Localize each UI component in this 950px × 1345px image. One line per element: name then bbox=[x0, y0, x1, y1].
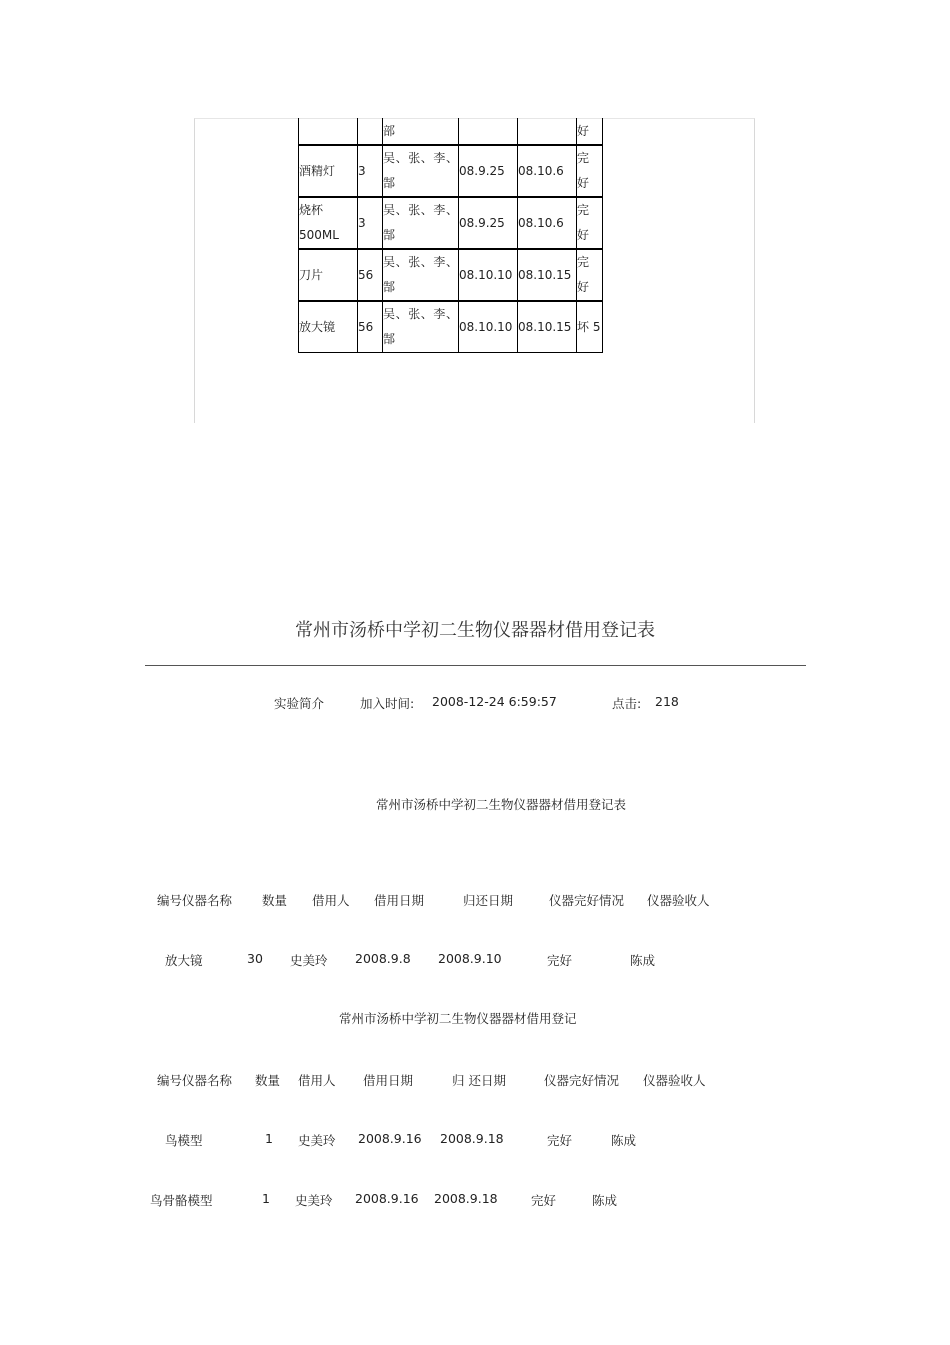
cell-qty: 3 bbox=[358, 197, 383, 249]
borrow-register-table bbox=[298, 118, 603, 353]
added-time-label: 加入时间: bbox=[360, 696, 415, 711]
col-header: 编号仪器名称 bbox=[157, 893, 233, 908]
col-header: 归还日期 bbox=[463, 893, 514, 908]
added-time-value: 2008-12-24 6:59:57 bbox=[432, 694, 557, 709]
cell: 1 bbox=[262, 1191, 270, 1206]
cell-return-date: 08.10.15 bbox=[518, 301, 577, 353]
cell-borrower: 吴、张、李、 郜 bbox=[383, 145, 459, 197]
page-title: 常州市汤桥中学初二生物仪器器材借用登记表 bbox=[295, 620, 655, 641]
cell-borrower: 吴、张、李、 郜 bbox=[383, 249, 459, 301]
cell-borrower: 吴、张、李、 郜 bbox=[383, 301, 459, 353]
cell-borrow-date bbox=[459, 118, 518, 145]
cell: 史美玲 bbox=[290, 953, 328, 968]
cell-name: 刀片 bbox=[299, 249, 358, 301]
cell-borrow-date: 08.9.25 bbox=[459, 145, 518, 197]
cell: 完好 bbox=[547, 1133, 573, 1148]
table-row bbox=[299, 118, 603, 145]
col-header: 仪器完好情况 bbox=[549, 893, 625, 908]
table-row bbox=[299, 301, 603, 353]
col-header: 仪器验收人 bbox=[643, 1073, 706, 1088]
cell: 鸟模型 bbox=[165, 1133, 203, 1148]
cell: 陈成 bbox=[630, 953, 656, 968]
cell-name: 烧杯 500ML bbox=[299, 197, 358, 249]
cell-status: 完 好 bbox=[577, 145, 603, 197]
cell: 2008.9.16 bbox=[358, 1131, 422, 1146]
cell: 完好 bbox=[531, 1193, 557, 1208]
col-header: 仪器完好情况 bbox=[544, 1073, 620, 1088]
col-header: 归 还日期 bbox=[452, 1073, 506, 1088]
cell-status: 好 bbox=[577, 118, 603, 145]
cell: 鸟骨骼模型 bbox=[150, 1193, 213, 1208]
col-header: 数量 bbox=[255, 1073, 281, 1088]
cell: 陈成 bbox=[592, 1193, 618, 1208]
table-row bbox=[299, 197, 603, 249]
col-header: 借用人 bbox=[312, 893, 350, 908]
cell-name: 放大镜 bbox=[299, 301, 358, 353]
cell-return-date bbox=[518, 118, 577, 145]
col-header: 借用人 bbox=[298, 1073, 336, 1088]
cell-qty: 56 bbox=[358, 249, 383, 301]
cell-status: 坏 5 bbox=[577, 301, 603, 353]
cell-borrow-date: 08.10.10 bbox=[459, 301, 518, 353]
cell: 2008.9.10 bbox=[438, 951, 502, 966]
title-divider bbox=[145, 665, 806, 666]
cell-qty: 56 bbox=[358, 301, 383, 353]
cell: 完好 bbox=[547, 953, 573, 968]
col-header: 编号仪器名称 bbox=[157, 1073, 233, 1088]
cell-status: 完 好 bbox=[577, 197, 603, 249]
cell: 1 bbox=[265, 1131, 273, 1146]
cell: 陈成 bbox=[611, 1133, 637, 1148]
cell: 史美玲 bbox=[295, 1193, 333, 1208]
cell-borrower: 部 bbox=[383, 118, 459, 145]
section-subtitle: 常州市汤桥中学初二生物仪器器材借用登记表 bbox=[376, 797, 627, 812]
cell-status: 完 好 bbox=[577, 249, 603, 301]
cell-qty bbox=[358, 118, 383, 145]
cell: 2008.9.8 bbox=[355, 951, 411, 966]
cell-qty: 3 bbox=[358, 145, 383, 197]
category-link[interactable]: 实验简介 bbox=[274, 696, 325, 711]
cell: 放大镜 bbox=[165, 953, 203, 968]
cell: 史美玲 bbox=[298, 1133, 336, 1148]
cell-name: 酒精灯 bbox=[299, 145, 358, 197]
clicks-value: 218 bbox=[655, 694, 679, 709]
clicks-label: 点击: bbox=[612, 696, 642, 711]
cell-borrower: 吴、张、李、 郜 bbox=[383, 197, 459, 249]
cell-name bbox=[299, 118, 358, 145]
cell: 30 bbox=[247, 951, 263, 966]
cell: 2008.9.18 bbox=[440, 1131, 504, 1146]
table-row bbox=[299, 249, 603, 301]
col-header: 数量 bbox=[262, 893, 288, 908]
col-header: 借用日期 bbox=[363, 1073, 414, 1088]
cell: 2008.9.16 bbox=[355, 1191, 419, 1206]
cell-borrow-date: 08.10.10 bbox=[459, 249, 518, 301]
cell-return-date: 08.10.15 bbox=[518, 249, 577, 301]
cell-borrow-date: 08.9.25 bbox=[459, 197, 518, 249]
section-subtitle-2: 常州市汤桥中学初二生物仪器器材借用登记 bbox=[339, 1011, 577, 1026]
table-row bbox=[299, 145, 603, 197]
col-header: 借用日期 bbox=[374, 893, 425, 908]
col-header: 仪器验收人 bbox=[647, 893, 710, 908]
cell: 2008.9.18 bbox=[434, 1191, 498, 1206]
cell-return-date: 08.10.6 bbox=[518, 197, 577, 249]
cell-return-date: 08.10.6 bbox=[518, 145, 577, 197]
